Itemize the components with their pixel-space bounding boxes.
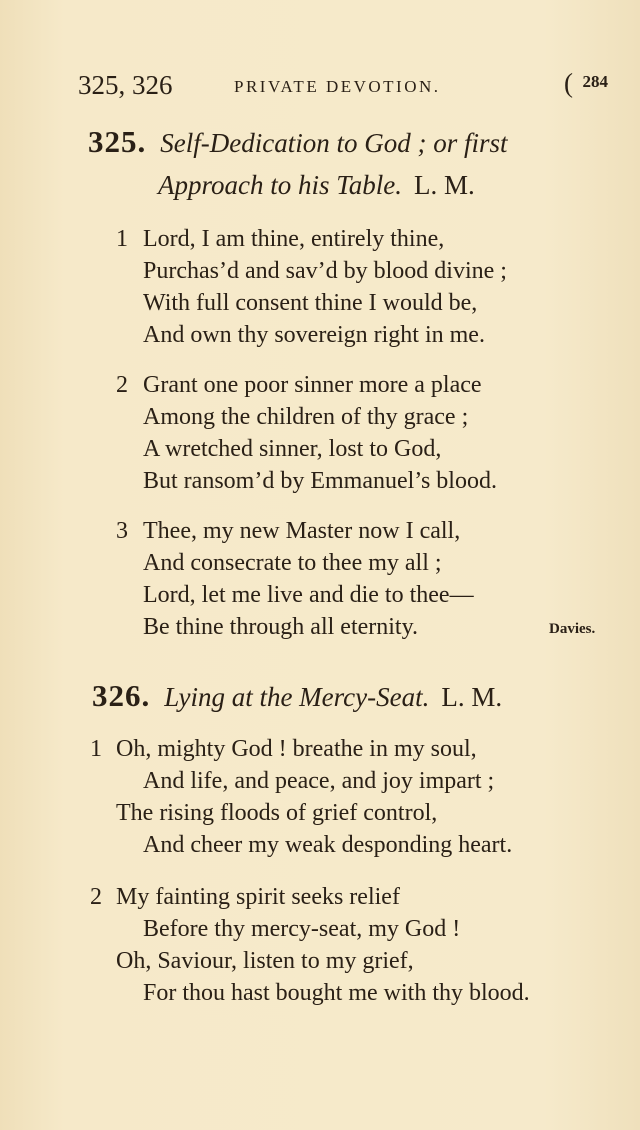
verse-line: For thou hast bought me with thy blood. bbox=[143, 980, 530, 1006]
page-number: 284 bbox=[582, 72, 608, 91]
verse-line: Grant one poor sinner more a place bbox=[143, 372, 482, 398]
hymn-325-heading-continued bbox=[158, 170, 475, 201]
verse-line: With full consent thine I would be, bbox=[143, 290, 478, 316]
verse-line: A wretched sinner, lost to God, bbox=[143, 436, 442, 462]
verse-line: Lord, let me live and die to thee— bbox=[143, 582, 474, 608]
verse-line: And life, and peace, and joy impart ; bbox=[143, 768, 495, 794]
verse-line: And own thy sovereign right in me. bbox=[143, 322, 485, 348]
hymn-title-continued: Approach to his Table. bbox=[158, 170, 403, 200]
hymn-meter: L. M. bbox=[414, 170, 475, 200]
running-head-title: PRIVATE DEVOTION. bbox=[234, 77, 441, 96]
verse-line: And consecrate to thee my all ; bbox=[143, 550, 442, 576]
verse-line: Among the children of thy grace ; bbox=[143, 404, 469, 430]
hymn-325-heading bbox=[88, 124, 507, 160]
verse-line: Be thine through all eternity. bbox=[143, 614, 419, 640]
verse-line: Before thy mercy-seat, my God ! bbox=[143, 916, 461, 942]
verse-line: My fainting spirit seeks relief bbox=[116, 884, 400, 910]
verse-number: 1 bbox=[116, 226, 128, 252]
running-head bbox=[78, 70, 618, 102]
hymn-title: Self-Dedication to God ; or first bbox=[160, 128, 508, 158]
hymn-number: 326. bbox=[92, 678, 151, 713]
verse-line: Thee, my new Master now I call, bbox=[143, 518, 461, 544]
running-head-hymn-numbers: 325, 326 bbox=[78, 70, 173, 100]
verse-number: 1 bbox=[90, 736, 102, 762]
hymn-meter: L. M. bbox=[441, 682, 503, 712]
hymn-number: 325. bbox=[88, 124, 147, 159]
verse-line: Oh, mighty God ! breathe in my soul, bbox=[116, 736, 477, 762]
hymn-author: Davies. bbox=[549, 621, 596, 637]
verse-line: And cheer my weak desponding heart. bbox=[143, 832, 513, 858]
running-head-bracket: ( bbox=[564, 68, 573, 98]
verse-number: 2 bbox=[116, 372, 128, 398]
verse-line: The rising floods of grief control, bbox=[116, 800, 438, 826]
verse-number: 2 bbox=[90, 884, 102, 910]
verse-number: 3 bbox=[116, 518, 128, 544]
hymn-326-heading bbox=[92, 678, 502, 714]
verse-line: Purchas’d and sav’d by blood divine ; bbox=[143, 258, 507, 284]
hymn-title: Lying at the Mercy-Seat. bbox=[164, 682, 430, 712]
verse-line: Oh, Saviour, listen to my grief, bbox=[116, 948, 414, 974]
verse-line: Lord, I am thine, entirely thine, bbox=[143, 226, 445, 252]
verse-line: But ransom’d by Emmanuel’s blood. bbox=[143, 468, 497, 494]
